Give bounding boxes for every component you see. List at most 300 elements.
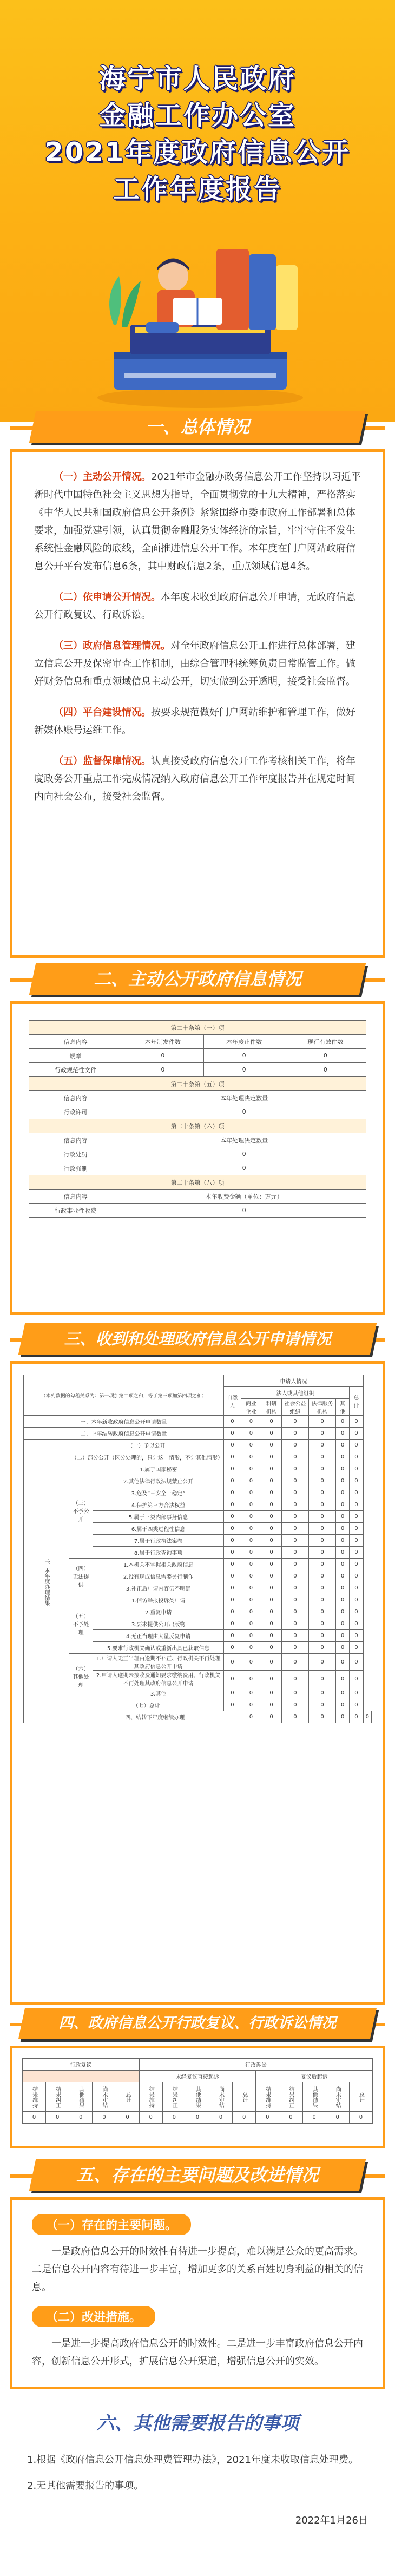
section-5-title: 五、存在的主要问题及改进情况 xyxy=(76,2165,319,2185)
cell: 0 xyxy=(224,1511,241,1523)
cell: 0 xyxy=(281,1630,308,1642)
section-4 xyxy=(0,2002,395,2148)
cell: 0 xyxy=(281,1711,308,1723)
app-header-applicant: 申请人情况 xyxy=(224,1375,363,1387)
proactive-card xyxy=(10,1001,385,1315)
t4-h0: 信息内容 xyxy=(29,1190,122,1204)
section-6 xyxy=(0,2392,395,2530)
cell: 0 xyxy=(336,1642,350,1654)
cell: 0 xyxy=(69,2112,93,2124)
cell: 0 xyxy=(241,1606,261,1618)
cell: 0 xyxy=(122,1105,366,1119)
cell: 0 xyxy=(281,1511,308,1523)
t1-h0: 信息内容 xyxy=(29,1035,122,1049)
cell: 0 xyxy=(241,1547,261,1559)
cell: 0 xyxy=(241,1428,261,1440)
cell: 0 xyxy=(261,1463,282,1475)
section-1-banner xyxy=(29,411,366,443)
cell: 0 xyxy=(281,1440,308,1451)
review-litigation-table xyxy=(22,2058,373,2124)
cell: 0 xyxy=(350,1671,363,1687)
cell: 0 xyxy=(224,1606,241,1618)
cell: 0 xyxy=(261,1475,282,1487)
row-label: 二、上年结转政府信息公开申请数量 xyxy=(24,1428,224,1440)
cell: 0 xyxy=(309,1487,336,1499)
cell: 0 xyxy=(285,1063,366,1077)
t4-h1: 本年收费金额（单位：万元） xyxy=(122,1190,366,1204)
cell: 0 xyxy=(336,1523,350,1535)
cell: 0 xyxy=(350,1594,363,1606)
cell: 0 xyxy=(281,1499,308,1511)
row-label: 7.属于行政执法案卷 xyxy=(93,1535,224,1547)
report-title xyxy=(0,61,395,208)
cell: 0 xyxy=(241,1511,261,1523)
row-label: 2.没有现成信息需要另行制作 xyxy=(93,1570,224,1582)
applications-card xyxy=(10,1361,385,2005)
t1-h3: 现行有效件数 xyxy=(285,1035,366,1049)
cell: 行政规范性文件 xyxy=(29,1063,122,1077)
cell: 0 xyxy=(241,1475,261,1487)
col-public-welfare: 社会公益组织 xyxy=(281,1399,308,1416)
cell: 0 xyxy=(261,1582,282,1594)
summary-lead-1: （一）主动公开情况。 xyxy=(54,471,151,483)
issues-card xyxy=(10,2197,385,2389)
col-natural-person: 自然人 xyxy=(224,1387,241,1416)
section-2 xyxy=(0,958,395,1315)
cell: 0 xyxy=(350,1630,363,1642)
cell: 0 xyxy=(93,2112,116,2124)
cell: 0 xyxy=(224,1570,241,1582)
cell: 0 xyxy=(309,1535,336,1547)
issues-text: 一是政府信息公开的时效性有待进一步提高，难以满足公众的更高需求。二是信息公开内容有待进一步丰富，增加更多的关系百姓切身利益的相关的信息。 xyxy=(32,2246,363,2293)
cell: 0 xyxy=(241,1570,261,1582)
cell: 0 xyxy=(350,1582,363,1594)
table-row xyxy=(24,1428,372,1440)
t2-h1: 本年处理决定数量 xyxy=(122,1091,366,1105)
cell: 行政强制 xyxy=(29,1161,122,1175)
cell: 0 xyxy=(261,1630,282,1642)
t2-title: 第二十条第（五）项 xyxy=(29,1077,366,1091)
table-row xyxy=(24,1451,372,1463)
cell: 0 xyxy=(241,1630,261,1642)
section-4-banner xyxy=(18,2008,377,2039)
cell: 0 xyxy=(261,1535,282,1547)
cell: 0 xyxy=(162,2112,186,2124)
review-col-header: 尚未审结 xyxy=(209,2082,233,2112)
cell: 0 xyxy=(336,1487,350,1499)
row-label: 2.其他法律行政法规禁止公开 xyxy=(93,1475,224,1487)
cell: 0 xyxy=(350,1699,363,1711)
cell: 0 xyxy=(281,1606,308,1618)
cell: 0 xyxy=(241,1535,261,1547)
cell: 0 xyxy=(281,1582,308,1594)
section-3-banner xyxy=(18,1323,377,1355)
review-col-header: 结果维持 xyxy=(256,2082,279,2112)
cell: 0 xyxy=(336,1463,350,1475)
cell: 0 xyxy=(224,1535,241,1547)
cell: 0 xyxy=(350,1416,363,1428)
cell: 0 xyxy=(279,2112,302,2124)
cell: 0 xyxy=(241,1499,261,1511)
cell: 0 xyxy=(224,1547,241,1559)
hero-banner xyxy=(0,0,395,422)
cell: 0 xyxy=(363,1711,371,1723)
cell: 0 xyxy=(350,1535,363,1547)
cell: 0 xyxy=(261,1440,282,1451)
summary-lead-5: （五）监督保障情况。 xyxy=(54,755,151,767)
cell: 规章 xyxy=(29,1049,122,1063)
cell: 0 xyxy=(281,1523,308,1535)
review-col-header: 结果纠正 xyxy=(46,2082,69,2112)
title-line-1: 海宁市人民政府 xyxy=(98,63,296,94)
t1-h1: 本年制发件数 xyxy=(122,1035,203,1049)
cell: 0 xyxy=(241,1618,261,1630)
table-row xyxy=(29,1105,366,1119)
cell: 0 xyxy=(224,1618,241,1630)
row-label: 三、本年度办理结果 xyxy=(24,1440,69,1723)
cell: 0 xyxy=(281,1559,308,1570)
cell: 0 xyxy=(224,1451,241,1463)
cell: 0 xyxy=(336,1570,350,1582)
proactive-table-rules xyxy=(29,1020,366,1218)
cell: 0 xyxy=(350,1642,363,1654)
table-row xyxy=(29,1049,366,1063)
cell: 0 xyxy=(281,1594,308,1606)
cell: 0 xyxy=(336,1499,350,1511)
row-label: 2.重复申请 xyxy=(93,1606,224,1618)
other-items xyxy=(0,2435,395,2530)
cell: 0 xyxy=(350,1428,363,1440)
row-label: （四）无法提供 xyxy=(69,1559,93,1594)
cell: 0 xyxy=(224,1642,241,1654)
t3-title: 第二十条第（六）项 xyxy=(29,1119,366,1133)
table-row xyxy=(24,1440,372,1451)
row-label: （七）总计 xyxy=(69,1699,224,1711)
cell: 0 xyxy=(261,1699,282,1711)
cell: 0 xyxy=(224,1523,241,1535)
cell: 0 xyxy=(309,1463,336,1475)
cell: 0 xyxy=(281,1535,308,1547)
col-research: 科研机构 xyxy=(261,1399,282,1416)
cell: 0 xyxy=(350,1618,363,1630)
row-label: （三）不予公开 xyxy=(69,1463,93,1559)
table-row xyxy=(29,1161,366,1175)
cell: 0 xyxy=(309,1547,336,1559)
cell: 0 xyxy=(122,1161,366,1175)
cell: 0 xyxy=(350,1523,363,1535)
table-row xyxy=(29,1063,366,1077)
cell: 0 xyxy=(336,1559,350,1570)
cell: 0 xyxy=(309,1559,336,1570)
cell: 0 xyxy=(122,1147,366,1161)
cell: 0 xyxy=(350,1570,363,1582)
cell: 0 xyxy=(261,1428,282,1440)
cell: 0 xyxy=(350,1451,363,1463)
cell: 0 xyxy=(336,1594,350,1606)
cell: 0 xyxy=(281,1547,308,1559)
col-other: 其他 xyxy=(336,1399,350,1416)
cell: 行政处罚 xyxy=(29,1147,122,1161)
cell: 0 xyxy=(309,1416,336,1428)
cell: 0 xyxy=(261,1642,282,1654)
cell: 0 xyxy=(261,1416,282,1428)
row-label: 6.属于四类过程性信息 xyxy=(93,1523,224,1535)
table-row xyxy=(29,1204,366,1218)
cell: 0 xyxy=(309,1606,336,1618)
col-total: 总计 xyxy=(350,1387,363,1416)
cell: 0 xyxy=(350,1687,363,1699)
review-card xyxy=(10,2046,385,2148)
summary-para-1 xyxy=(34,468,361,575)
summary-para-2 xyxy=(34,588,361,624)
cell: 0 xyxy=(224,1594,241,1606)
review-col-header: 结果维持 xyxy=(139,2082,162,2112)
cell: 0 xyxy=(336,1535,350,1547)
t3-h1: 本年处理决定数量 xyxy=(122,1133,366,1147)
section-1 xyxy=(0,406,395,958)
summary-text-5: 认真接受政府信息公开工作考核相关工作，将年度政务公开重点工作完成情况纳入政府信息公开工作年度报告并在规定时间内向社会公布，接受社会监督。 xyxy=(34,755,356,803)
table-row xyxy=(24,1416,372,1428)
cell: 0 xyxy=(281,1463,308,1475)
summary-lead-4: （四）平台建设情况。 xyxy=(54,707,151,718)
t2-h0: 信息内容 xyxy=(29,1091,122,1105)
cell: 行政许可 xyxy=(29,1105,122,1119)
title-line-4: 工作年度报告 xyxy=(113,174,282,205)
h-no-review: 未经复议直接起诉 xyxy=(139,2071,256,2082)
cell: 0 xyxy=(336,1582,350,1594)
section-1-title: 一、总体情况 xyxy=(145,417,249,437)
table-row xyxy=(24,1594,372,1606)
col-legal-entity: 法人或其他组织 xyxy=(241,1387,350,1399)
app-header-left: （本列数据的勾稽关系为：第一项加第二项之和，等于第三项加第四项之和） xyxy=(24,1375,224,1416)
cell: 0 xyxy=(350,1547,363,1559)
review-col-header: 结果纠正 xyxy=(162,2082,186,2112)
cell: 0 xyxy=(336,1451,350,1463)
cell: 0 xyxy=(241,1559,261,1570)
row-label: （二）部分公开（区分处理的，只计这一情形，不计其他情形） xyxy=(69,1451,224,1463)
cell: 0 xyxy=(224,1463,241,1475)
row-label: 3.补正后申请内容仍不明确 xyxy=(93,1582,224,1594)
cell: 行政事业性收费 xyxy=(29,1204,122,1218)
cell: 0 xyxy=(241,1523,261,1535)
cell: 0 xyxy=(350,1654,363,1671)
cell: 0 xyxy=(309,1654,336,1671)
row-label: 8.属于行政查询事项 xyxy=(93,1547,224,1559)
section-2-title: 二、主动公开政府信息情况 xyxy=(93,969,301,989)
cell: 0 xyxy=(350,1606,363,1618)
cell: 0 xyxy=(336,1699,350,1711)
cell: 0 xyxy=(281,1428,308,1440)
summary-para-3 xyxy=(34,637,361,691)
t1-title: 第二十条第（一）项 xyxy=(29,1021,366,1035)
cell: 0 xyxy=(309,1523,336,1535)
section-5-banner xyxy=(29,2159,366,2191)
cell: 0 xyxy=(309,1642,336,1654)
cell: 0 xyxy=(281,1618,308,1630)
cell: 0 xyxy=(233,2112,256,2124)
cell: 0 xyxy=(261,1499,282,1511)
review-col-header: 结果纠正 xyxy=(279,2082,302,2112)
cell: 0 xyxy=(241,1687,261,1699)
review-col-header: 总计 xyxy=(233,2082,256,2112)
cell: 0 xyxy=(261,1594,282,1606)
row-label: 3.危及“三安全一稳定” xyxy=(93,1487,224,1499)
cell: 0 xyxy=(309,1630,336,1642)
cell: 0 xyxy=(309,1475,336,1487)
cell: 0 xyxy=(281,1416,308,1428)
cell: 0 xyxy=(350,1711,363,1723)
cell: 0 xyxy=(224,1687,241,1699)
review-col-header: 总计 xyxy=(116,2082,139,2112)
cell: 0 xyxy=(261,1559,282,1570)
table-row xyxy=(24,1463,372,1475)
cell: 0 xyxy=(224,1475,241,1487)
row-label: 1.申请人无正当理由逾期不补正、行政机关不再处理其政府信息公开申请 xyxy=(93,1654,224,1671)
cell: 0 xyxy=(209,2112,233,2124)
cell: 0 xyxy=(261,1511,282,1523)
issues-heading: （一）存在的主要问题。 xyxy=(32,2214,191,2235)
cell: 0 xyxy=(281,1654,308,1671)
row-label: （一）予以公开 xyxy=(69,1440,224,1451)
cell: 0 xyxy=(336,1671,350,1687)
cell: 0 xyxy=(336,1440,350,1451)
section-1-header xyxy=(0,406,395,449)
cell: 0 xyxy=(261,1451,282,1463)
cell: 0 xyxy=(203,1049,285,1063)
section-3-header xyxy=(0,1318,395,1361)
cell: 0 xyxy=(336,1654,350,1671)
cell: 0 xyxy=(336,1711,350,1723)
cell: 0 xyxy=(241,1440,261,1451)
cell: 0 xyxy=(261,1654,282,1671)
section-6-title: 六、其他需要报告的事项 xyxy=(96,2413,299,2434)
cell: 0 xyxy=(241,1699,261,1711)
cell: 0 xyxy=(122,1049,203,1063)
summary-text-3: 对全年政府信息公开工作进行总体部署，建立信息公开及保密审查工作机制，由综合管理科统筹负责日常监管工作。做好财务信息和重点领域信息主动公开，切实做到公开透明，接受社会监督。 xyxy=(34,640,356,687)
cell: 0 xyxy=(336,1606,350,1618)
cell: 0 xyxy=(281,1475,308,1487)
row-label: （五）不予处理 xyxy=(69,1594,93,1654)
cell: 0 xyxy=(281,1699,308,1711)
cell: 0 xyxy=(224,1671,241,1687)
cell: 0 xyxy=(336,1618,350,1630)
section-4-title: 四、政府信息公开行政复议、行政诉讼情况 xyxy=(58,2015,337,2032)
table-row xyxy=(24,1699,372,1711)
cell: 0 xyxy=(336,1416,350,1428)
cell: 0 xyxy=(261,1547,282,1559)
cell: 0 xyxy=(350,1440,363,1451)
cell: 0 xyxy=(186,2112,209,2124)
cell: 0 xyxy=(350,1463,363,1475)
cell: 0 xyxy=(122,1063,203,1077)
section-5-header xyxy=(0,2154,395,2197)
cell: 0 xyxy=(256,2112,279,2124)
row-label: 3.其他 xyxy=(93,1687,224,1699)
row-label: 1.本机关不掌握相关政府信息 xyxy=(93,1559,224,1570)
row-label: 5.属于三类内部事务信息 xyxy=(93,1511,224,1523)
cell: 0 xyxy=(224,1499,241,1511)
cell: 0 xyxy=(336,1511,350,1523)
row-label: 5.要求行政机关确认或重新出具已获取信息 xyxy=(93,1642,224,1654)
cell: 0 xyxy=(224,1428,241,1440)
cell: 0 xyxy=(309,1440,336,1451)
summary-para-4 xyxy=(34,704,361,739)
cell: 0 xyxy=(350,1559,363,1570)
cell: 0 xyxy=(203,1063,285,1077)
cell: 0 xyxy=(309,1570,336,1582)
cell: 0 xyxy=(309,1499,336,1511)
cell: 0 xyxy=(241,1654,261,1671)
cell: 0 xyxy=(336,1630,350,1642)
table-row xyxy=(24,1559,372,1570)
row-label: （六）其他处理 xyxy=(69,1654,93,1699)
cell: 0 xyxy=(350,1511,363,1523)
cell: 0 xyxy=(309,1699,336,1711)
cell: 0 xyxy=(261,1606,282,1618)
cell: 0 xyxy=(23,2112,46,2124)
cell: 0 xyxy=(350,1499,363,1511)
review-col-header: 尚未审结 xyxy=(93,2082,116,2112)
summary-lead-2: （二）依申请公开情况。 xyxy=(54,592,161,603)
summary-text-2: 本年度未收到政府信息公开申请，无政府信息公开行政复议、行政诉讼。 xyxy=(34,592,356,621)
row-label: 1.信访举报投诉类申请 xyxy=(93,1594,224,1606)
cell: 0 xyxy=(336,1475,350,1487)
h-review: 行政复议 xyxy=(23,2059,140,2071)
cell: 0 xyxy=(336,1428,350,1440)
summary-para-5 xyxy=(34,752,361,806)
cell: 0 xyxy=(241,1416,261,1428)
cell: 0 xyxy=(261,1570,282,1582)
other-item-2: 2.无其他需要报告的事项。 xyxy=(27,2480,144,2492)
cell: 0 xyxy=(241,1463,261,1475)
col-business: 商业企业 xyxy=(241,1399,261,1416)
cell: 0 xyxy=(46,2112,69,2124)
table-row xyxy=(23,2112,373,2124)
cell: 0 xyxy=(224,1559,241,1570)
cell: 0 xyxy=(302,2112,326,2124)
reading-man-illustration xyxy=(92,216,308,411)
row-label: 3.要求提供公开出版物 xyxy=(93,1618,224,1630)
cell: 0 xyxy=(241,1642,261,1654)
row-label: 4.无正当理由大量反复申请 xyxy=(93,1630,224,1642)
row-label: 4.保护第三方合法权益 xyxy=(93,1499,224,1511)
cell: 0 xyxy=(336,1547,350,1559)
cell: 0 xyxy=(224,1699,241,1711)
cell: 0 xyxy=(309,1687,336,1699)
t1-h2: 本年废止件数 xyxy=(203,1035,285,1049)
cell: 0 xyxy=(309,1618,336,1630)
cell: 0 xyxy=(241,1594,261,1606)
h-litigation: 行政诉讼 xyxy=(139,2059,372,2071)
cell: 0 xyxy=(336,1687,350,1699)
t4-title: 第二十条第（八）项 xyxy=(29,1175,366,1190)
cell: 0 xyxy=(281,1671,308,1687)
table-row xyxy=(24,1711,372,1723)
row-label: 四、结转下年度继续办理 xyxy=(69,1711,241,1723)
cell: 0 xyxy=(350,1475,363,1487)
cell: 0 xyxy=(309,1711,336,1723)
report-date: 2022年1月26日 xyxy=(295,2515,368,2526)
review-col-header: 其他结果 xyxy=(186,2082,209,2112)
section-3-title: 三、收到和处理政府信息公开申请情况 xyxy=(64,1330,331,1348)
cell: 0 xyxy=(241,1487,261,1499)
t3-h0: 信息内容 xyxy=(29,1133,122,1147)
cell: 0 xyxy=(122,1204,366,1218)
cell: 0 xyxy=(261,1523,282,1535)
cell: 0 xyxy=(281,1642,308,1654)
cell: 0 xyxy=(224,1487,241,1499)
review-col-header: 结果维持 xyxy=(23,2082,46,2112)
